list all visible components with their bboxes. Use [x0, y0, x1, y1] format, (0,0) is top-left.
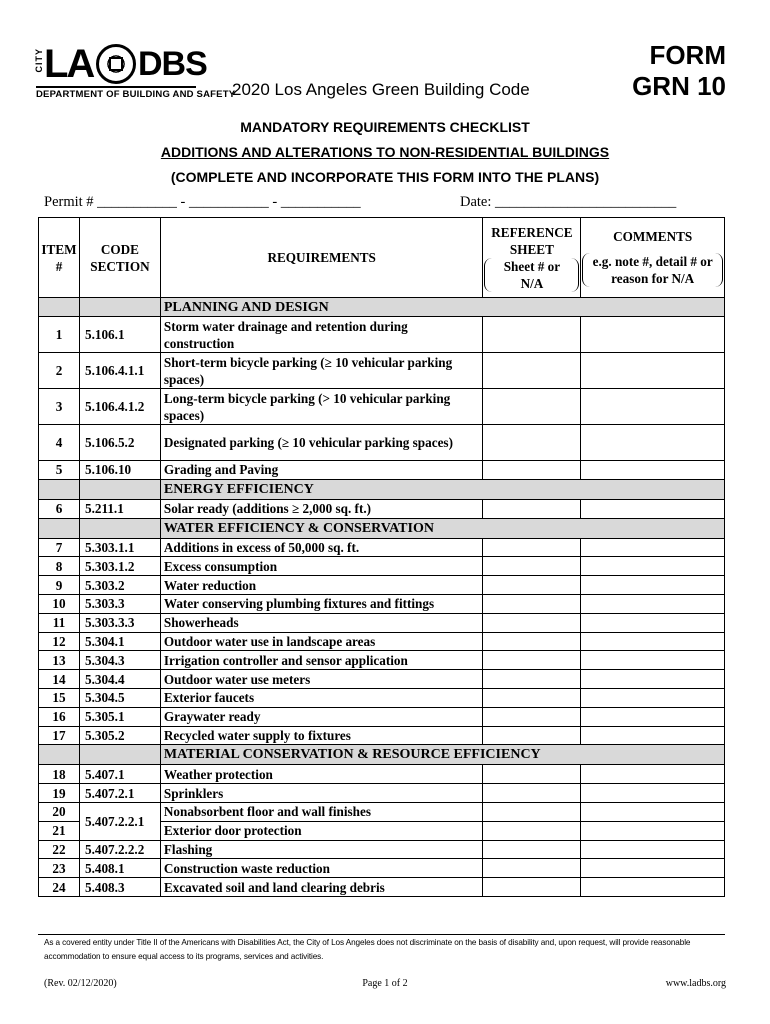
- item-number: 21: [39, 821, 80, 840]
- item-number: 11: [39, 613, 80, 632]
- comments-cell[interactable]: [581, 389, 725, 425]
- reference-sheet-cell[interactable]: [483, 461, 581, 480]
- requirement-text: Nonabsorbent floor and wall finishes: [160, 802, 483, 821]
- code-section: 5.106.4.1.1: [79, 353, 160, 389]
- table-row: [39, 594, 725, 613]
- table-row: [39, 802, 725, 821]
- item-number: 8: [39, 557, 80, 576]
- header-reference-sheet: REFERENCE SHEET Sheet # or N/A: [483, 218, 581, 298]
- requirement-text: Designated parking (≥ 10 vehicular parking spaces): [160, 425, 483, 461]
- comments-cell[interactable]: [581, 670, 725, 689]
- table-row: [39, 651, 725, 670]
- section-header-row: [39, 518, 725, 538]
- item-number: 22: [39, 840, 80, 859]
- section-empty-cell: [39, 479, 80, 499]
- table-row: [39, 557, 725, 576]
- reference-sheet-cell[interactable]: [483, 707, 581, 726]
- page-number: Page 1 of 2: [362, 978, 408, 989]
- table-row: [39, 688, 725, 707]
- reference-sheet-cell[interactable]: [483, 878, 581, 897]
- table-row: [39, 707, 725, 726]
- section-empty-cell: [79, 745, 160, 765]
- ada-notice: As a covered entity under Title II of the Americans with Disabilities Act, the City of Los Angeles does not discriminate on the basis of disability and, upon request, will provide reasonable accommodation to ensure equal access to its programs, services and activities.: [44, 938, 691, 961]
- requirement-text: Irrigation controller and sensor application: [160, 651, 483, 670]
- requirement-text: Water reduction: [160, 576, 483, 595]
- reference-sheet-cell[interactable]: [483, 632, 581, 651]
- section-title: ENERGY EFFICIENCY: [160, 479, 724, 499]
- requirement-text: Solar ready (additions ≥ 2,000 sq. ft.): [160, 499, 483, 518]
- section-title: WATER EFFICIENCY & CONSERVATION: [160, 518, 724, 538]
- requirement-text: Additions in excess of 50,000 sq. ft.: [160, 538, 483, 557]
- reference-sheet-cell[interactable]: [483, 557, 581, 576]
- reference-sheet-cell[interactable]: [483, 651, 581, 670]
- section-title: PLANNING AND DESIGN: [160, 298, 724, 317]
- code-section: 5.303.3: [79, 594, 160, 613]
- reference-sheet-cell[interactable]: [483, 802, 581, 821]
- item-number: 7: [39, 538, 80, 557]
- reference-sheet-cell[interactable]: [483, 670, 581, 689]
- comments-cell[interactable]: [581, 859, 725, 878]
- item-number: 1: [39, 317, 80, 353]
- checklist-instruction: (COMPLETE AND INCORPORATE THIS FORM INTO THE PLANS): [170, 169, 600, 185]
- item-number: 20: [39, 802, 80, 821]
- reference-sheet-cell[interactable]: [483, 353, 581, 389]
- comments-cell[interactable]: [581, 576, 725, 595]
- code-section: 5.305.2: [79, 726, 160, 745]
- code-section: 5.407.2.2.2: [79, 840, 160, 859]
- code-section: 5.408.3: [79, 878, 160, 897]
- requirement-text: Recycled water supply to fixtures: [160, 726, 483, 745]
- code-section: 5.408.1: [79, 859, 160, 878]
- header-reference-sub: Sheet # or N/A: [484, 258, 579, 292]
- table-row: [39, 538, 725, 557]
- section-empty-cell: [39, 745, 80, 765]
- form-line-2: GRN 10: [632, 71, 726, 101]
- comments-cell[interactable]: [581, 425, 725, 461]
- item-number: 18: [39, 765, 80, 784]
- item-number: 2: [39, 353, 80, 389]
- item-number: 13: [39, 651, 80, 670]
- reference-sheet-cell[interactable]: [483, 688, 581, 707]
- reference-sheet-cell[interactable]: [483, 389, 581, 425]
- requirement-text: Construction waste reduction: [160, 859, 483, 878]
- item-number: 16: [39, 707, 80, 726]
- section-empty-cell: [79, 479, 160, 499]
- requirement-text: Grading and Paving: [160, 461, 483, 480]
- reference-sheet-cell[interactable]: [483, 576, 581, 595]
- table-row: [39, 859, 725, 878]
- table-row: [39, 632, 725, 651]
- permit-number-field[interactable]: Permit # ___________ - ___________ - ___________: [44, 194, 361, 210]
- requirement-text: Excess consumption: [160, 557, 483, 576]
- comments-cell[interactable]: [581, 784, 725, 803]
- table-row: [39, 670, 725, 689]
- item-number: 14: [39, 670, 80, 689]
- requirement-text: Flashing: [160, 840, 483, 859]
- reference-sheet-cell[interactable]: [483, 821, 581, 840]
- code-section: 5.106.1: [79, 317, 160, 353]
- item-number: 19: [39, 784, 80, 803]
- item-number: 17: [39, 726, 80, 745]
- header-comments: COMMENTS e.g. note #, detail # or reason for N/A: [581, 218, 725, 298]
- requirement-text: Exterior faucets: [160, 688, 483, 707]
- checklist-title: MANDATORY REQUIREMENTS CHECKLIST: [240, 119, 530, 135]
- table-row: [39, 317, 725, 353]
- section-header-row: [39, 479, 725, 499]
- comments-cell[interactable]: [581, 707, 725, 726]
- code-section: 5.304.4: [79, 670, 160, 689]
- comments-cell[interactable]: [581, 726, 725, 745]
- ladbs-logo: [34, 42, 236, 100]
- header-code-section: CODE SECTION: [79, 218, 160, 298]
- comments-cell[interactable]: [581, 499, 725, 518]
- requirement-text: Outdoor water use meters: [160, 670, 483, 689]
- comments-cell[interactable]: [581, 557, 725, 576]
- table-row: [39, 765, 725, 784]
- city-seal-icon: [96, 44, 136, 84]
- reference-sheet-cell[interactable]: [483, 726, 581, 745]
- section-empty-cell: [79, 298, 160, 317]
- reference-sheet-cell[interactable]: [483, 594, 581, 613]
- item-number: 3: [39, 389, 80, 425]
- form-number: [632, 40, 726, 102]
- reference-sheet-cell[interactable]: [483, 840, 581, 859]
- code-section: 5.305.1: [79, 707, 160, 726]
- code-title: 2020 Los Angeles Green Building Code: [232, 80, 530, 99]
- table-row: [39, 353, 725, 389]
- section-empty-cell: [39, 518, 80, 538]
- reference-sheet-cell[interactable]: [483, 425, 581, 461]
- requirement-text: Excavated soil and land clearing debris: [160, 878, 483, 897]
- requirement-text: Showerheads: [160, 613, 483, 632]
- item-number: 9: [39, 576, 80, 595]
- footer-divider: [38, 934, 725, 935]
- section-header-row: [39, 745, 725, 765]
- header-comments-sub: e.g. note #, detail # or reason for N/A: [582, 253, 723, 287]
- comments-cell[interactable]: [581, 765, 725, 784]
- item-number: 12: [39, 632, 80, 651]
- logo-dbs-text: DBS: [138, 45, 207, 83]
- item-number: 10: [39, 594, 80, 613]
- comments-cell[interactable]: [581, 594, 725, 613]
- requirement-text: Graywater ready: [160, 707, 483, 726]
- item-number: 23: [39, 859, 80, 878]
- table-row: [39, 461, 725, 480]
- comments-cell[interactable]: [581, 651, 725, 670]
- comments-cell[interactable]: [581, 802, 725, 821]
- section-empty-cell: [79, 518, 160, 538]
- code-section: 5.304.3: [79, 651, 160, 670]
- code-section: 5.106.4.1.2: [79, 389, 160, 425]
- requirement-text: Long-term bicycle parking (> 10 vehicular parking spaces): [160, 389, 483, 425]
- table-row: [39, 726, 725, 745]
- checklist-subtitle: ADDITIONS AND ALTERATIONS TO NON-RESIDENTIAL BUILDINGS: [160, 144, 610, 160]
- table-row: [39, 784, 725, 803]
- code-section: 5.211.1: [79, 499, 160, 518]
- code-section: 5.407.1: [79, 765, 160, 784]
- code-section: 5.303.2: [79, 576, 160, 595]
- code-section: 5.106.10: [79, 461, 160, 480]
- code-section: 5.303.3.3: [79, 613, 160, 632]
- reference-sheet-cell[interactable]: [483, 613, 581, 632]
- code-section: 5.304.1: [79, 632, 160, 651]
- comments-cell[interactable]: [581, 632, 725, 651]
- reference-sheet-cell[interactable]: [483, 784, 581, 803]
- requirements-table: [38, 217, 725, 897]
- requirement-text: Water conserving plumbing fixtures and fittings: [160, 594, 483, 613]
- item-number: 6: [39, 499, 80, 518]
- code-section: 5.407.2.2.1: [79, 802, 160, 840]
- header-item: ITEM #: [39, 218, 80, 298]
- comments-cell[interactable]: [581, 538, 725, 557]
- table-row: [39, 389, 725, 425]
- revision-date: (Rev. 02/12/2020): [44, 978, 117, 989]
- comments-cell[interactable]: [581, 317, 725, 353]
- reference-sheet-cell[interactable]: [483, 317, 581, 353]
- code-section: 5.407.2.1: [79, 784, 160, 803]
- table-row: [39, 613, 725, 632]
- item-number: 24: [39, 878, 80, 897]
- date-field[interactable]: Date: _________________________: [460, 194, 677, 210]
- logo-department-text: DEPARTMENT OF BUILDING AND SAFETY: [36, 86, 196, 100]
- requirement-text: Exterior door protection: [160, 821, 483, 840]
- table-row: [39, 425, 725, 461]
- comments-cell[interactable]: [581, 840, 725, 859]
- table-row: [39, 499, 725, 518]
- section-header-row: [39, 298, 725, 317]
- code-section: 5.303.1.2: [79, 557, 160, 576]
- code-section: 5.106.5.2: [79, 425, 160, 461]
- section-empty-cell: [39, 298, 80, 317]
- requirement-text: Storm water drainage and retention during construction: [160, 317, 483, 353]
- section-title: MATERIAL CONSERVATION & RESOURCE EFFICIENCY: [160, 745, 724, 765]
- code-section: 5.303.1.1: [79, 538, 160, 557]
- requirement-text: Short-term bicycle parking (≥ 10 vehicular parking spaces): [160, 353, 483, 389]
- item-number: 15: [39, 688, 80, 707]
- item-number: 5: [39, 461, 80, 480]
- website-link[interactable]: www.ladbs.org: [665, 978, 726, 989]
- comments-cell[interactable]: [581, 353, 725, 389]
- item-number: 4: [39, 425, 80, 461]
- comments-cell[interactable]: [581, 821, 725, 840]
- comments-cell[interactable]: [581, 461, 725, 480]
- reference-sheet-cell[interactable]: [483, 765, 581, 784]
- reference-sheet-cell[interactable]: [483, 859, 581, 878]
- requirement-text: Weather protection: [160, 765, 483, 784]
- comments-cell[interactable]: [581, 613, 725, 632]
- table-row: [39, 840, 725, 859]
- header-requirements: REQUIREMENTS: [160, 218, 483, 298]
- form-line-1: FORM: [649, 40, 726, 70]
- logo-la-text: LA: [44, 42, 94, 86]
- requirement-text: Sprinklers: [160, 784, 483, 803]
- comments-cell[interactable]: [581, 878, 725, 897]
- logo-city-text: CITY: [34, 48, 44, 73]
- code-section: 5.304.5: [79, 688, 160, 707]
- reference-sheet-cell[interactable]: [483, 538, 581, 557]
- requirement-text: Outdoor water use in landscape areas: [160, 632, 483, 651]
- comments-cell[interactable]: [581, 688, 725, 707]
- table-row: [39, 576, 725, 595]
- table-row: [39, 878, 725, 897]
- reference-sheet-cell[interactable]: [483, 499, 581, 518]
